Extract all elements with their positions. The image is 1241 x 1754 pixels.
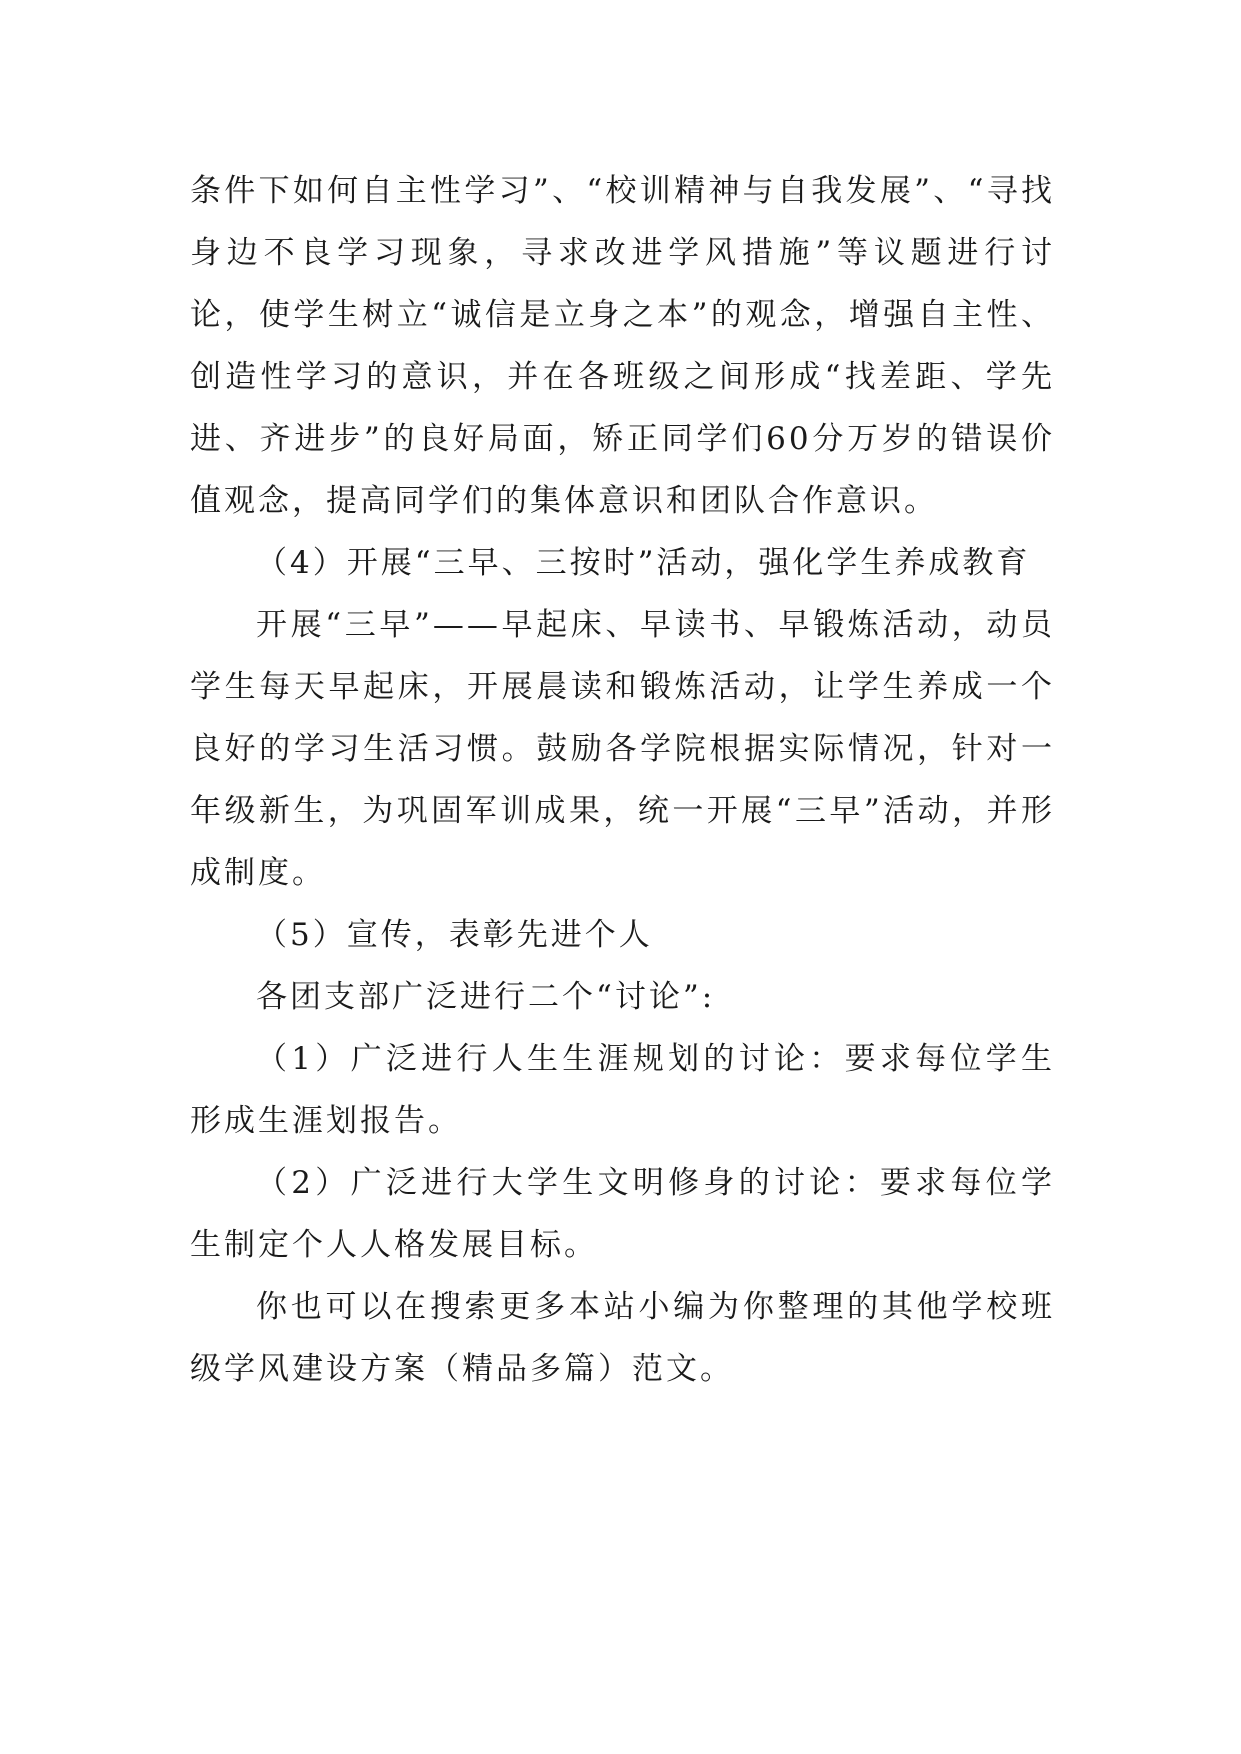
paragraph-civility: （2）广泛进行大学生文明修身的讨论：要求每位学生制定个人人格发展目标。: [190, 1165, 1055, 1263]
heading-three-early: （4）开展“三早、三按时”活动，强化学生养成教育: [256, 545, 1031, 581]
paragraph-two-discussions: 各团支部广泛进行二个“讨论”:: [256, 979, 716, 1015]
paragraph-three-early: 开展“三早”——早起床、早读书、早锻炼活动，动员学生每天早起床，开展晨读和锻炼活动，让学生养成一个良好的学习生活习惯。鼓励各学院根据实际情况，针对一年级新生，为巩固军训成果，统一开展“三早”活动，并形成制度。: [190, 607, 1055, 891]
paragraph-discussion-topics: 条件下如何自主性学习”、“校训精神与自我发展”、“寻找身边不良学习现象，寻求改进学风措施”等议题进行讨论，使学生树立“诚信是立身之本”的观念，增强自主性、创造性学习的意识，并在各班级之间形成“找差距、学先进、齐进步”的良好局面，矫正同学们60分万岁的错误价值观念，提高同学们的集体意识和团队合作意识。: [190, 173, 1055, 519]
paragraph-closing-note: 你也可以在搜索更多本站小编为你整理的其他学校班级学风建设方案（精品多篇）范文。: [190, 1289, 1055, 1387]
heading-publicity: （5）宣传，表彰先进个人: [256, 917, 653, 953]
paragraph-career-planning: （1）广泛进行人生生涯规划的讨论：要求每位学生形成生涯划报告。: [190, 1041, 1055, 1139]
document-body: [190, 160, 1055, 1400]
